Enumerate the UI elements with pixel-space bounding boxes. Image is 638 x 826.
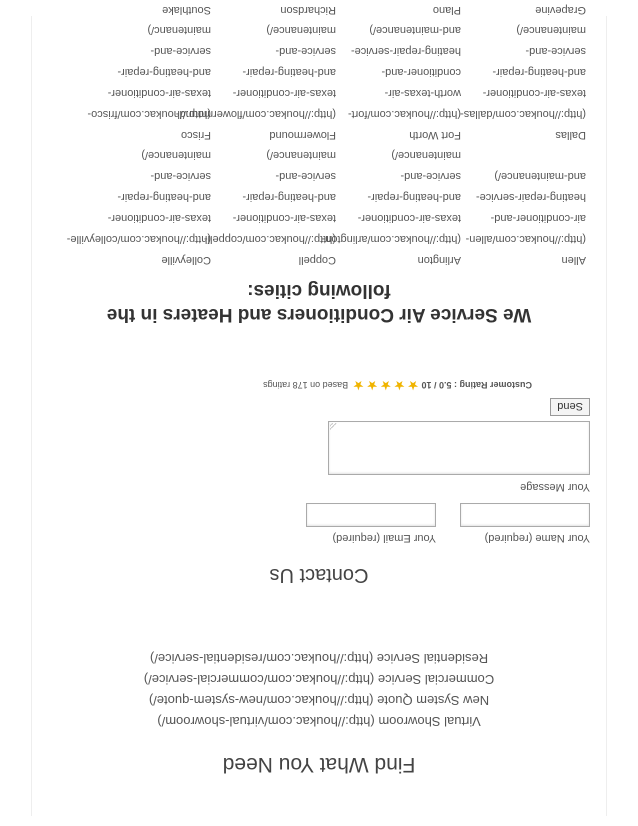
rating-label: Customer Rating : xyxy=(451,380,532,390)
message-textarea[interactable] xyxy=(328,421,590,475)
city-item[interactable] xyxy=(462,0,586,21)
cities-heading: We Service Air Conditioners and Heaters in the following cities: xyxy=(106,280,532,325)
city-url-line[interactable]: and-heating-repair- xyxy=(242,66,336,78)
star-icon: ★ xyxy=(366,378,378,393)
city-url-line[interactable]: and-heating-repair- xyxy=(242,191,336,203)
city-url-line[interactable]: and-heating-repair- xyxy=(117,191,211,203)
city-url-line[interactable]: texas-air-conditioner- xyxy=(232,212,336,224)
find-links-list xyxy=(32,648,606,732)
city-url-line[interactable]: and-heating-repair- xyxy=(492,66,586,78)
city-url-line[interactable]: texas-air-conditioner- xyxy=(482,87,586,99)
star-icon: ★ xyxy=(407,378,419,393)
send-button[interactable]: Send xyxy=(550,398,590,416)
city-item[interactable] xyxy=(337,0,461,21)
city-item[interactable] xyxy=(321,144,461,271)
city-url-line[interactable]: maintenance/) xyxy=(266,149,336,161)
city-name[interactable]: Frisco xyxy=(181,129,211,141)
city-url-line[interactable]: (http://houkac.com/coppell- xyxy=(203,233,336,245)
city-name[interactable]: Southlake xyxy=(162,4,211,16)
commercial-service-link[interactable]: Commercial Service (http://houkac.com/commercial-service/) xyxy=(143,672,495,687)
new-system-quote-link[interactable]: New System Quote (http://houkac.com/new-system-quote/) xyxy=(148,693,490,708)
city-url-line[interactable]: (http://houkac.com/dallas- xyxy=(460,108,586,120)
city-url-line[interactable]: and-maintenance/) xyxy=(369,24,461,36)
city-url-line[interactable]: worth-texas-air- xyxy=(384,87,461,99)
city-name[interactable]: Grapevine xyxy=(535,4,586,16)
city-url-line[interactable]: and-maintenance/) xyxy=(494,170,586,182)
star-icon: ★ xyxy=(379,378,392,393)
city-url-line[interactable]: (http://houkac.com/fort- xyxy=(347,108,461,120)
name-input[interactable] xyxy=(460,503,590,527)
city-name[interactable]: Dallas xyxy=(555,129,586,141)
virtual-showroom-link[interactable]: Virtual Showroom (http://houkac.com/virtual-showroom/) xyxy=(157,714,481,729)
page-card xyxy=(31,4,607,816)
city-url-line[interactable]: texas-air-conditioner- xyxy=(232,87,336,99)
city-url-line[interactable]: maintenanc/) xyxy=(147,24,211,36)
star-rating xyxy=(351,378,419,393)
email-input[interactable] xyxy=(306,503,436,527)
city-url-line[interactable]: (http://houkac.com/flowermound- xyxy=(175,108,336,120)
city-url-line[interactable]: maintenance/) xyxy=(391,149,461,161)
city-url-line[interactable]: texas-air-conditioner- xyxy=(107,212,211,224)
resize-grip-icon[interactable] xyxy=(330,423,337,430)
find-what-you-need-heading: Find What You Need xyxy=(222,753,416,776)
city-url-line[interactable]: (http://houkac.com/arlington- xyxy=(321,233,461,245)
city-url-line[interactable]: service-and- xyxy=(275,45,336,57)
city-url-line[interactable]: conditioner-and- xyxy=(381,66,461,78)
city-url-line[interactable]: (http://houkac.com/colleyville- xyxy=(66,233,211,245)
city-url-line[interactable]: texas-air-conditioner- xyxy=(357,212,461,224)
city-url-line[interactable]: (http://houkac.com/allen- xyxy=(465,233,586,245)
city-name[interactable]: Fort Worth xyxy=(409,129,461,141)
city-item[interactable] xyxy=(462,19,586,146)
city-name[interactable]: Flowermound xyxy=(269,129,336,141)
city-item[interactable] xyxy=(87,0,211,21)
city-url-line[interactable]: heating-repair-service- xyxy=(350,45,461,57)
rating-score: 5.0 xyxy=(438,380,452,390)
city-url-line[interactable]: texas-air-conditioner- xyxy=(107,87,211,99)
city-name[interactable]: Plano xyxy=(432,4,461,16)
city-url-line[interactable]: (http://houkac.com/frisco- xyxy=(87,108,211,120)
city-name[interactable]: Richardson xyxy=(280,4,336,16)
name-field-label: Your Name (required) xyxy=(484,532,590,544)
city-url-line[interactable]: heating-repair-service- xyxy=(475,191,586,203)
city-url-line[interactable]: service-and- xyxy=(150,170,211,182)
city-url-line[interactable]: and-heating-repair- xyxy=(117,66,211,78)
city-url-line[interactable]: service-and- xyxy=(525,45,586,57)
star-icon: ★ xyxy=(393,378,406,393)
city-item[interactable] xyxy=(203,144,336,271)
rating-count: Based on 178 ratings xyxy=(263,380,349,390)
city-url-line[interactable]: service-and- xyxy=(275,170,336,182)
city-url-line[interactable]: service-and- xyxy=(150,45,211,57)
email-field-label: Your Email (required) xyxy=(332,532,436,544)
city-name[interactable]: Coppell xyxy=(298,254,336,266)
city-item[interactable] xyxy=(337,19,461,146)
city-url-line[interactable]: service-and- xyxy=(400,170,461,182)
residential-service-link[interactable]: Residential Service (http://houkac.com/residential-service/) xyxy=(149,651,489,666)
city-item[interactable] xyxy=(87,19,211,146)
city-url-line[interactable]: maintenance/) xyxy=(266,24,336,36)
city-url-line[interactable]: maintenance/) xyxy=(516,24,586,36)
city-url-line[interactable]: maintenance/) xyxy=(141,149,211,161)
city-name[interactable]: Arlington xyxy=(417,254,461,266)
city-item[interactable] xyxy=(212,0,336,21)
rating-out-of: / 10 xyxy=(421,380,437,390)
message-field-label: Your Message xyxy=(520,481,590,493)
city-url-line[interactable]: air-conditioner-and- xyxy=(490,212,586,224)
contact-us-heading: Contact Us xyxy=(269,564,369,586)
city-name[interactable]: Allen xyxy=(561,254,586,266)
city-item[interactable] xyxy=(462,165,586,271)
customer-rating xyxy=(263,377,532,393)
star-icon: ★ xyxy=(352,378,365,393)
city-item[interactable] xyxy=(66,144,211,271)
city-url-line[interactable]: and-heating-repair- xyxy=(367,191,461,203)
city-name[interactable]: Colleyville xyxy=(161,254,211,266)
